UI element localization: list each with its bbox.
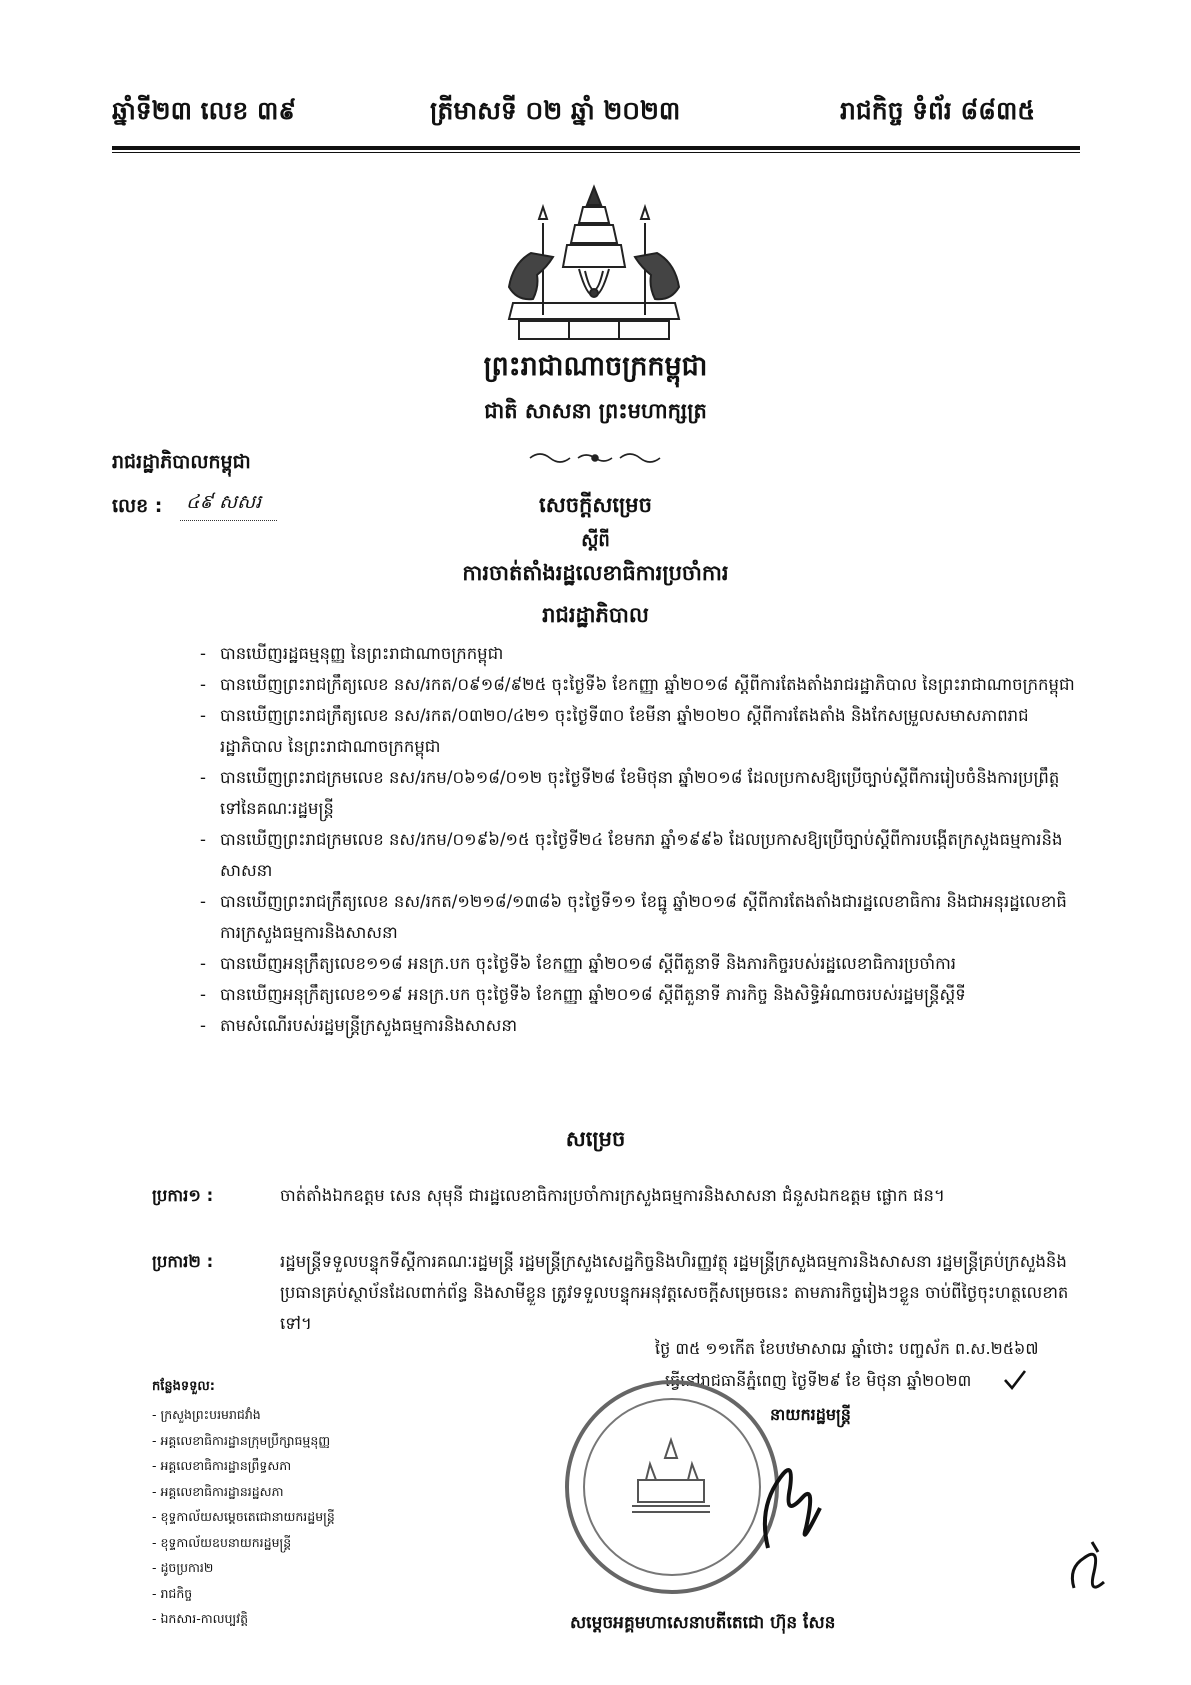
recipient-item: - អគ្គលេខាធិការដ្ឋានរដ្ឋសភា	[152, 1483, 284, 1499]
gazette-date: ត្រីមាសទី ០២ ឆ្នាំ ២០២៣	[430, 96, 681, 125]
article-1-label: ប្រការ១ :	[152, 1186, 214, 1205]
recipients-list	[152, 1402, 335, 1632]
article-2-label: ប្រការ២ :	[152, 1252, 214, 1271]
decorative-ornament	[526, 448, 664, 468]
article-1-text: ចាត់តាំងឯកឧត្តម សេន សុមុនី ជារដ្ឋលេខាធិការប្រចាំការក្រសួងធម្មការនិងសាសនា ជំនួសឯកឧត្តម ផ្លោក ផន។	[280, 1186, 945, 1205]
place-and-date: ធ្វើនៅរាជធានីភ្នំពេញ ថ្ងៃទី២៩ ខែ មិថុនា ឆ្នាំ២០២៣	[665, 1371, 972, 1390]
reference-item: - បានឃើញរដ្ឋធម្មនុញ្ញ នៃព្រះរាជាណាចក្រកម្ពុជា	[200, 638, 1080, 669]
article-1	[152, 1180, 1082, 1211]
royal-coat-of-arms-emblem	[483, 183, 705, 343]
header-rule-thick	[112, 146, 1080, 150]
for-prime-minister-label: នាយករដ្ឋមន្ត្រី	[770, 1405, 851, 1424]
issuer-name: រាជរដ្ឋាភិបាលកម្ពុជា	[112, 451, 251, 473]
reference-item: - បានឃើញព្រះរាជក្រមលេខ នស/រកម/០១៩៦/១៥ ចុះថ្ងៃទី២៤ ខែមករា ឆ្នាំ១៩៩៦ ដែលប្រកាសឱ្យប្រើច្បាប់ស្តីពីការបង្កើតក្រសួងធម្មការនិងសាសនា	[200, 824, 1080, 886]
recipient-item: - អគ្គលេខាធិការដ្ឋានព្រឹទ្ធសភា	[152, 1458, 292, 1473]
decides-heading: សម្រេច	[565, 1127, 626, 1151]
document-subject: ការចាត់តាំងរដ្ឋលេខាធិការប្រចាំការ	[462, 561, 729, 585]
document-number-label: លេខ :	[112, 495, 163, 517]
document-type: សេចក្ដីសម្រេច	[539, 493, 652, 517]
header-rule-thin	[112, 152, 1080, 153]
legal-references-list	[200, 638, 1080, 1041]
recipient-item: - ខុទ្ទកាល័យសម្ដេចតេជោនាយករដ្ឋមន្ត្រី	[152, 1509, 335, 1524]
reference-item: - តាមសំណើរបស់រដ្ឋមន្ត្រីក្រសួងធម្មការនិងសាសនា	[200, 1010, 1080, 1041]
concerning-label: ស្ដីពី	[581, 530, 610, 551]
gazette-page: រាជកិច្ច ទំព័រ ៨៨៣៥	[840, 96, 1036, 125]
article-2-text: រដ្ឋមន្ត្រីទទួលបន្ទុកទីស្តីការគណៈរដ្ឋមន្ត្រី រដ្ឋមន្ត្រីក្រសួងសេដ្ឋកិច្ចនិងហិរញ្ញវត្ថុ រដ្ឋមន្ត្រីក្រសួងធម្មការនិងសាសនា រដ្ឋមន្ត្រីគ្រប់ក្រសួងនិងប្រធានគ្រប់ស្ថាប័នដែលពាក់ព័ន្ធ និងសាមីខ្លួន ត្រូវទទួលបន្ទុកអនុវត្តសេចក្តីសម្រេចនេះ តាមភារកិច្ចរៀងៗខ្លួន ចាប់ពីថ្ងៃចុះហត្ថលេខាតទៅ។	[280, 1252, 1069, 1333]
angkor-temple-seal-icon	[628, 1436, 714, 1516]
recipient-item: - ខុទ្ទកាល័យឧបនាយករដ្ឋមន្ត្រី	[152, 1534, 292, 1550]
national-motto: ជាតិ សាសនា ព្រះមហាក្សត្រ	[484, 399, 707, 423]
lunar-date: ថ្ងៃ ៣៥ ១១កើត ខែបឋមាសាឍ ឆ្នាំថោះ បញ្ចស័ក ព.ស.២៥៦៧	[655, 1339, 1039, 1358]
article-2	[152, 1246, 1082, 1333]
reference-item: - បានឃើញព្រះរាជក្រឹត្យលេខ នស/រកត/០៣២០/៤២១ ចុះថ្ងៃទី៣០ ខែមីនា ឆ្នាំ២០២០ ស្តីពីការតែងតាំង និងកែសម្រួលសមាសភាពរាជរដ្ឋាភិបាល នៃព្រះរាជាណាចក្រកម្ពុជា	[200, 700, 1080, 762]
check-mark-icon	[1002, 1368, 1028, 1392]
recipient-item: - ឯកសារ-កាលប្បវត្តិ	[152, 1611, 249, 1626]
document-number-value: ៤៩ សសរ	[180, 490, 277, 521]
initials-mark	[1064, 1538, 1112, 1600]
recipient-item: - អគ្គលេខាធិការដ្ឋានក្រុមប្រឹក្សាធម្មនុញ្ញ	[152, 1432, 331, 1448]
reference-item: - បានឃើញព្រះរាជក្រមលេខ នស/រកម/០៦១៨/០១២ ចុះថ្ងៃទី២៨ ខែមិថុនា ឆ្នាំ២០១៨ ដែលប្រកាសឱ្យប្រើច្បាប់ស្តីពីការរៀបចំនិងការប្រព្រឹត្តទៅនៃគណៈរដ្ឋមន្ត្រី	[200, 762, 1080, 824]
recipient-item: - រាជកិច្ច	[152, 1585, 193, 1601]
reference-item: - បានឃើញអនុក្រឹត្យលេខ១១៨ អនក្រ.បក ចុះថ្ងៃទី៦ ខែកញ្ញា ឆ្នាំ២០១៨ ស្តីពីតួនាទី និងភារកិច្ចរបស់រដ្ឋលេខាធិការប្រចាំការ	[200, 948, 1080, 979]
handwritten-signature	[750, 1448, 830, 1558]
recipient-item: - ដូចប្រការ២	[152, 1560, 214, 1575]
reference-item: - បានឃើញព្រះរាជក្រឹត្យលេខ នស/រកត/១២១៨/១៣៨៦ ចុះថ្ងៃទី១១ ខែធ្នូ ឆ្នាំ២០១៨ ស្តីពីការតែងតាំងជារដ្ឋលេខាធិការ និងជាអនុរដ្ឋលេខាធិការក្រសួងធម្មការនិងសាសនា	[200, 886, 1080, 948]
reference-item: - បានឃើញអនុក្រឹត្យលេខ១១៩ អនក្រ.បក ចុះថ្ងៃទី៦ ខែកញ្ញា ឆ្នាំ២០១៨ ស្តីពីតួនាទី ភារកិច្ច និងសិទ្ធិអំណាចរបស់រដ្ឋមន្ត្រីស្តីទី	[200, 979, 1080, 1010]
kingdom-title: ព្រះរាជាណាចក្រកម្ពុជា	[483, 351, 708, 382]
signatory-name: សម្ដេចអគ្គមហាសេនាបតីតេជោ ហ៊ុន សែន	[570, 1613, 836, 1633]
recipient-item: - ក្រសួងព្រះបរមរាជវាំង	[152, 1407, 261, 1422]
gazette-issue: ឆ្នាំទី២៣ លេខ ៣៩	[112, 96, 297, 125]
authority-heading: រាជរដ្ឋាភិបាល	[542, 603, 649, 627]
reference-item: - បានឃើញព្រះរាជក្រឹត្យលេខ នស/រកត/០៩១៨/៩២៥ ចុះថ្ងៃទី៦ ខែកញ្ញា ឆ្នាំ២០១៨ ស្តីពីការតែងតាំងរាជរដ្ឋាភិបាល នៃព្រះរាជាណាចក្រកម្ពុជា	[200, 669, 1080, 700]
recipients-title: កន្លែងទទួល:	[152, 1379, 215, 1394]
